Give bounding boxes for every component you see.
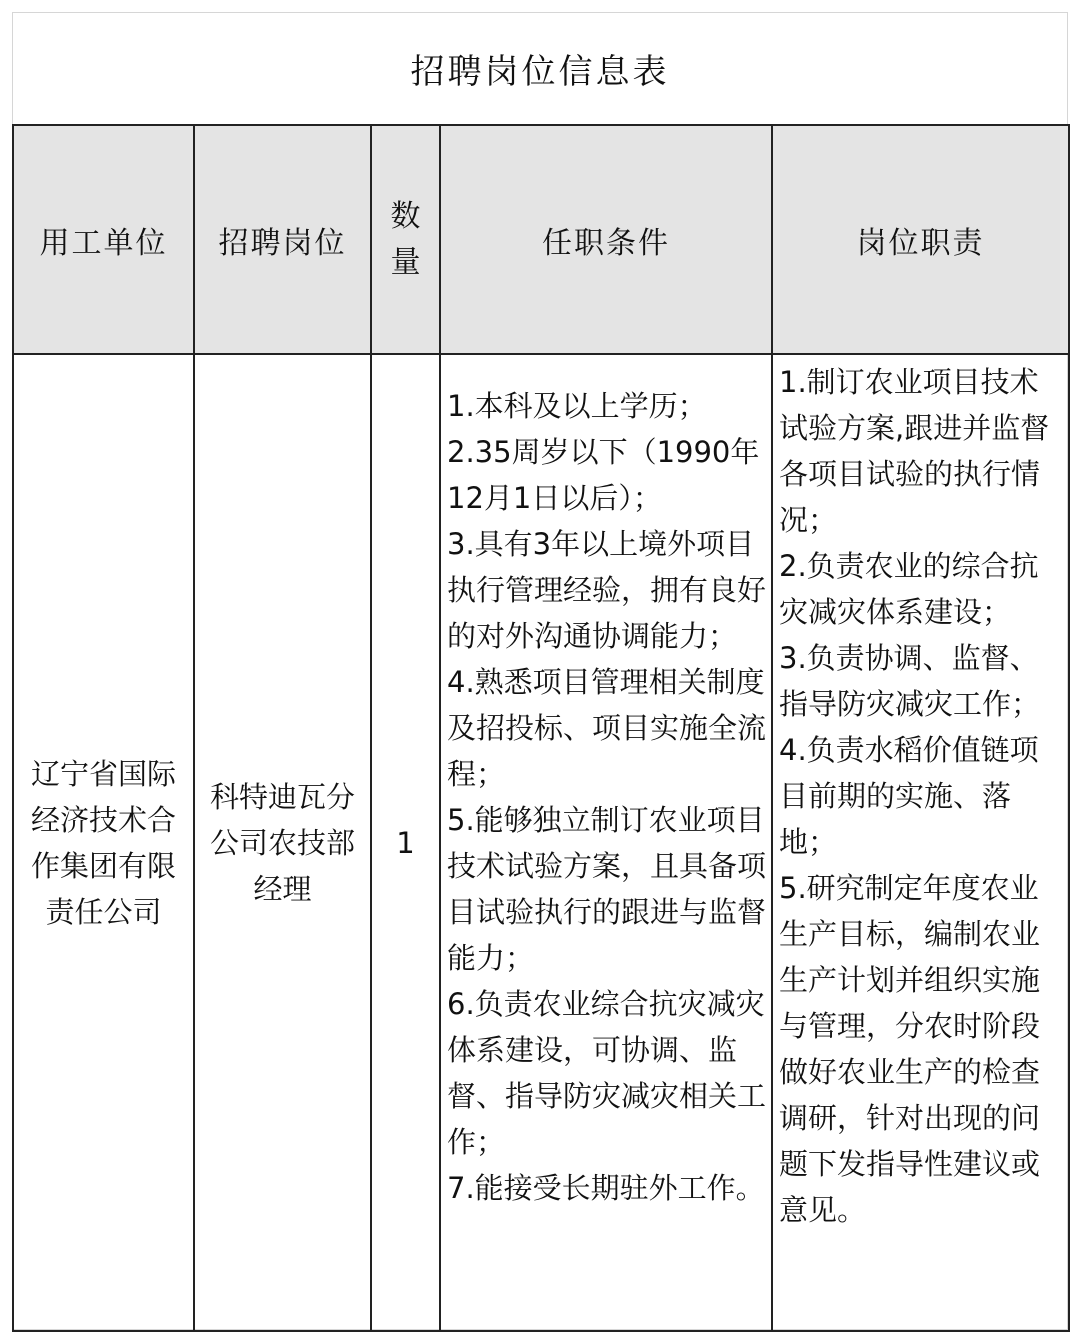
duty-item: 1.制订农业项目技术试验方案,跟进并监督各项目试验的执行情况； [779, 365, 1050, 537]
requirement-item: 3.具有3年以上境外项目执行管理经验，拥有良好的对外沟通协调能力； [447, 527, 767, 653]
requirement-item: 4.熟悉项目管理相关制度及招投标、项目实施全流程； [447, 665, 767, 791]
header-quantity-line2: 量 [390, 244, 421, 280]
recruitment-table [12, 124, 1070, 1332]
unit-text: 辽宁省国际经济技术合作集团有限责任公司 [30, 756, 176, 929]
duty-item: 2.负责农业的综合抗灾减灾体系建设； [779, 549, 1039, 629]
cell-requirements [440, 354, 772, 1331]
duty-item: 5.研究制定年度农业生产目标，编制农业生产计划并组织实施与管理，分农时阶段做好农业生产的检查调研，针对出现的问题下发指导性建议或意见。 [779, 871, 1041, 1227]
requirements-list [441, 355, 771, 1211]
requirement-item: 2.35周岁以下（1990年12月1日以后）； [447, 435, 760, 515]
requirement-item: 6.负责农业综合抗灾减灾体系建设，可协调、监督、指导防灾减灾相关工作； [447, 987, 767, 1159]
cell-unit [13, 354, 194, 1331]
header-position: 招聘岗位 [194, 125, 371, 354]
requirement-item: 1.本科及以上学历； [447, 389, 707, 423]
header-duties: 岗位职责 [772, 125, 1069, 354]
header-unit: 用工单位 [13, 125, 194, 354]
page-title: 招聘岗位信息表 [410, 51, 670, 92]
cell-position [194, 354, 371, 1331]
quantity-text: 1 [396, 825, 415, 860]
header-quantity-line1: 数 [390, 198, 421, 234]
requirement-item: 5.能够独立制订农业项目技术试验方案，且具备项目试验执行的跟进与监督能力； [447, 803, 767, 975]
cell-duties [772, 354, 1069, 1331]
header-quantity [371, 125, 440, 354]
table-header-row [13, 125, 1069, 354]
table-row [13, 354, 1069, 1331]
cell-quantity [371, 354, 440, 1331]
requirement-item: 7.能接受长期驻外工作。 [447, 1171, 765, 1205]
position-text: 科特迪瓦分公司农技部经理 [209, 779, 355, 906]
duty-item: 4.负责水稻价值链项目前期的实施、落地； [779, 733, 1039, 859]
header-requirements: 任职条件 [440, 125, 772, 354]
duty-item: 3.负责协调、监督、指导防灾减灾工作； [779, 641, 1041, 721]
duties-list [773, 355, 1068, 1233]
